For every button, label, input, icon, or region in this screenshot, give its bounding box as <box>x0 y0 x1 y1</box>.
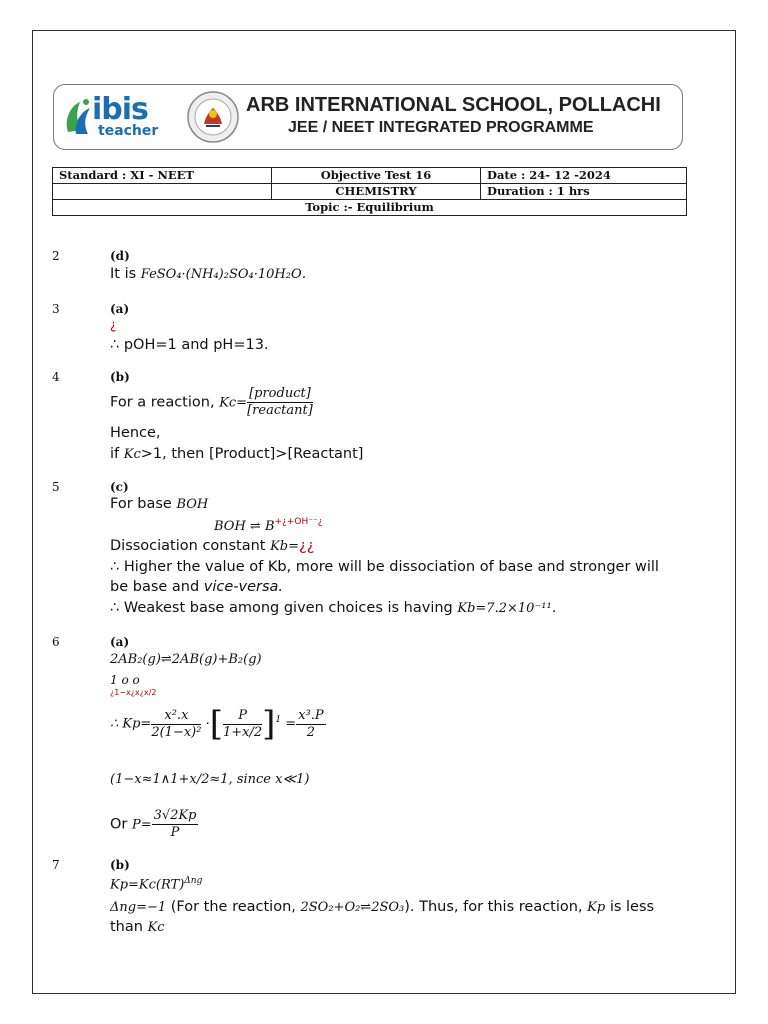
formula: FeSO₄·(NH₄)₂SO₄·10H₂O <box>140 267 302 282</box>
numerator: 3√2Kp <box>153 808 197 823</box>
text: Or <box>110 816 132 833</box>
denominator: 1+x/2 <box>223 724 263 740</box>
reaction-line: 2AB₂(g)⇌2AB(g)+B₂(g) <box>110 652 262 667</box>
fraction <box>223 708 262 741</box>
standard-cell: Standard : XI - NEET <box>53 168 272 184</box>
duration-cell: Duration : 1 hrs <box>481 184 687 200</box>
broken-glyph: ¿1−x¿x¿x/2 <box>110 688 157 697</box>
question-number: 3 <box>52 302 60 316</box>
text: if <box>110 446 124 462</box>
answer-line <box>110 386 313 419</box>
fraction <box>296 708 325 741</box>
text: For base <box>110 496 177 512</box>
answer-line <box>110 600 556 616</box>
answer-line <box>110 899 654 915</box>
equation: BOH ⇌ B <box>214 518 275 534</box>
answer-line <box>110 538 314 554</box>
formula: Kb= <box>270 539 300 554</box>
answer-option: (a) <box>110 635 130 649</box>
answer-option: (c) <box>110 480 129 494</box>
formula: Kc <box>147 920 165 935</box>
answer-option: (b) <box>110 858 130 872</box>
school-seal-icon <box>186 90 240 144</box>
broken-glyph: +¿+OH⁻⁻¿ <box>274 517 323 527</box>
text: For a reaction, <box>110 394 215 411</box>
formula: Kc= <box>219 395 248 411</box>
denominator: 2(1−x)² <box>151 724 202 740</box>
text: >1, then [Product]>[Reactant] <box>140 446 364 462</box>
subject-cell: CHEMISTRY <box>272 184 481 200</box>
answer-line: ∴ Higher the value of Kb, more will be dissociation of base and stronger will <box>110 559 659 575</box>
answer-line <box>110 496 208 512</box>
answer-line <box>110 808 198 841</box>
question-number: 6 <box>52 635 60 649</box>
broken-glyph: ¿ <box>110 318 117 332</box>
answer-line <box>110 919 165 935</box>
answer-line: Hence, <box>110 425 161 441</box>
programme-title: JEE / NEET INTEGRATED PROGRAMME <box>288 119 594 136</box>
date-cell: Date : 24- 12 -2024 <box>481 168 687 184</box>
topic-cell: Topic :- Equilibrium <box>53 200 687 216</box>
text: than <box>110 919 148 935</box>
formula: Kb=7.2×10⁻¹¹ <box>457 601 552 616</box>
formula-line <box>110 876 202 892</box>
logo-subtitle: teacher <box>98 123 159 139</box>
exponent: Δng <box>184 876 203 886</box>
numerator: P <box>223 708 262 725</box>
text: ∴ Weakest base among given choices is having <box>110 600 458 616</box>
answer-option: (a) <box>110 302 130 316</box>
numerator: x³.P <box>298 707 324 723</box>
fraction <box>152 808 199 841</box>
text: Dissociation constant <box>110 538 271 554</box>
text: (For the reaction, <box>166 899 301 915</box>
answer-line: ∴ pOH=1 and pH=13. <box>110 337 269 353</box>
test-cell <box>272 168 481 184</box>
text: is less <box>605 899 655 915</box>
formula: Kp <box>587 900 606 915</box>
question-number: 2 <box>52 249 60 263</box>
formula: Kc <box>123 447 141 462</box>
equation-line <box>214 517 323 534</box>
text: . <box>301 266 307 282</box>
broken-glyph: ¿¿ <box>299 538 315 554</box>
numerator: x².x <box>151 708 201 725</box>
fraction <box>247 386 313 419</box>
approximation: (1−x≈1∧1+x/2≈1, since x≪1) <box>110 772 310 787</box>
formula: P= <box>131 817 152 833</box>
answer-option: (d) <box>110 249 130 263</box>
denominator: 2 <box>306 724 316 740</box>
question-number: 4 <box>52 370 60 384</box>
formula: Δng=−1 <box>110 900 167 915</box>
numerator: [product] <box>249 386 311 401</box>
question-number: 5 <box>52 480 60 494</box>
formula: 2SO₂+O₂⇌2SO₃ <box>300 900 405 915</box>
school-name: ARB INTERNATIONAL SCHOOL, POLLACHI <box>246 94 661 116</box>
answer-line <box>110 446 363 462</box>
kp-equation: ∴ Kp= $\frac{\text{x².x}}{\text{2(1−x)²}}$ ·[ $\frac{P}{1+x/2}$ ]$^1$ = $\frac{\text{x³.P}}{2}$ <box>110 704 324 744</box>
empty-cell <box>53 184 272 200</box>
answer-line <box>110 579 283 595</box>
formula: BOH <box>176 497 209 512</box>
italic-text: vice-versa. <box>203 579 284 595</box>
text: be base and <box>110 579 204 595</box>
fraction <box>151 708 201 741</box>
text: ∴ Kp= <box>110 716 152 732</box>
test-name: Objective Test 16 <box>320 168 432 182</box>
initial-line: 1 o o <box>110 673 140 687</box>
text: ). Thus, for this reaction, <box>404 899 588 915</box>
text: . <box>551 600 557 616</box>
formula: Kp=Kc(RT) <box>110 877 185 893</box>
info-table <box>52 167 687 216</box>
answer-option: (b) <box>110 370 130 384</box>
answer-line <box>110 266 306 282</box>
denominator: [reactant] <box>247 403 313 418</box>
denominator: P <box>170 825 180 840</box>
question-number: 7 <box>52 858 60 872</box>
text: It is <box>110 266 141 282</box>
logo-wordmark: ibis <box>92 92 148 127</box>
exponent: 1 <box>275 715 282 726</box>
